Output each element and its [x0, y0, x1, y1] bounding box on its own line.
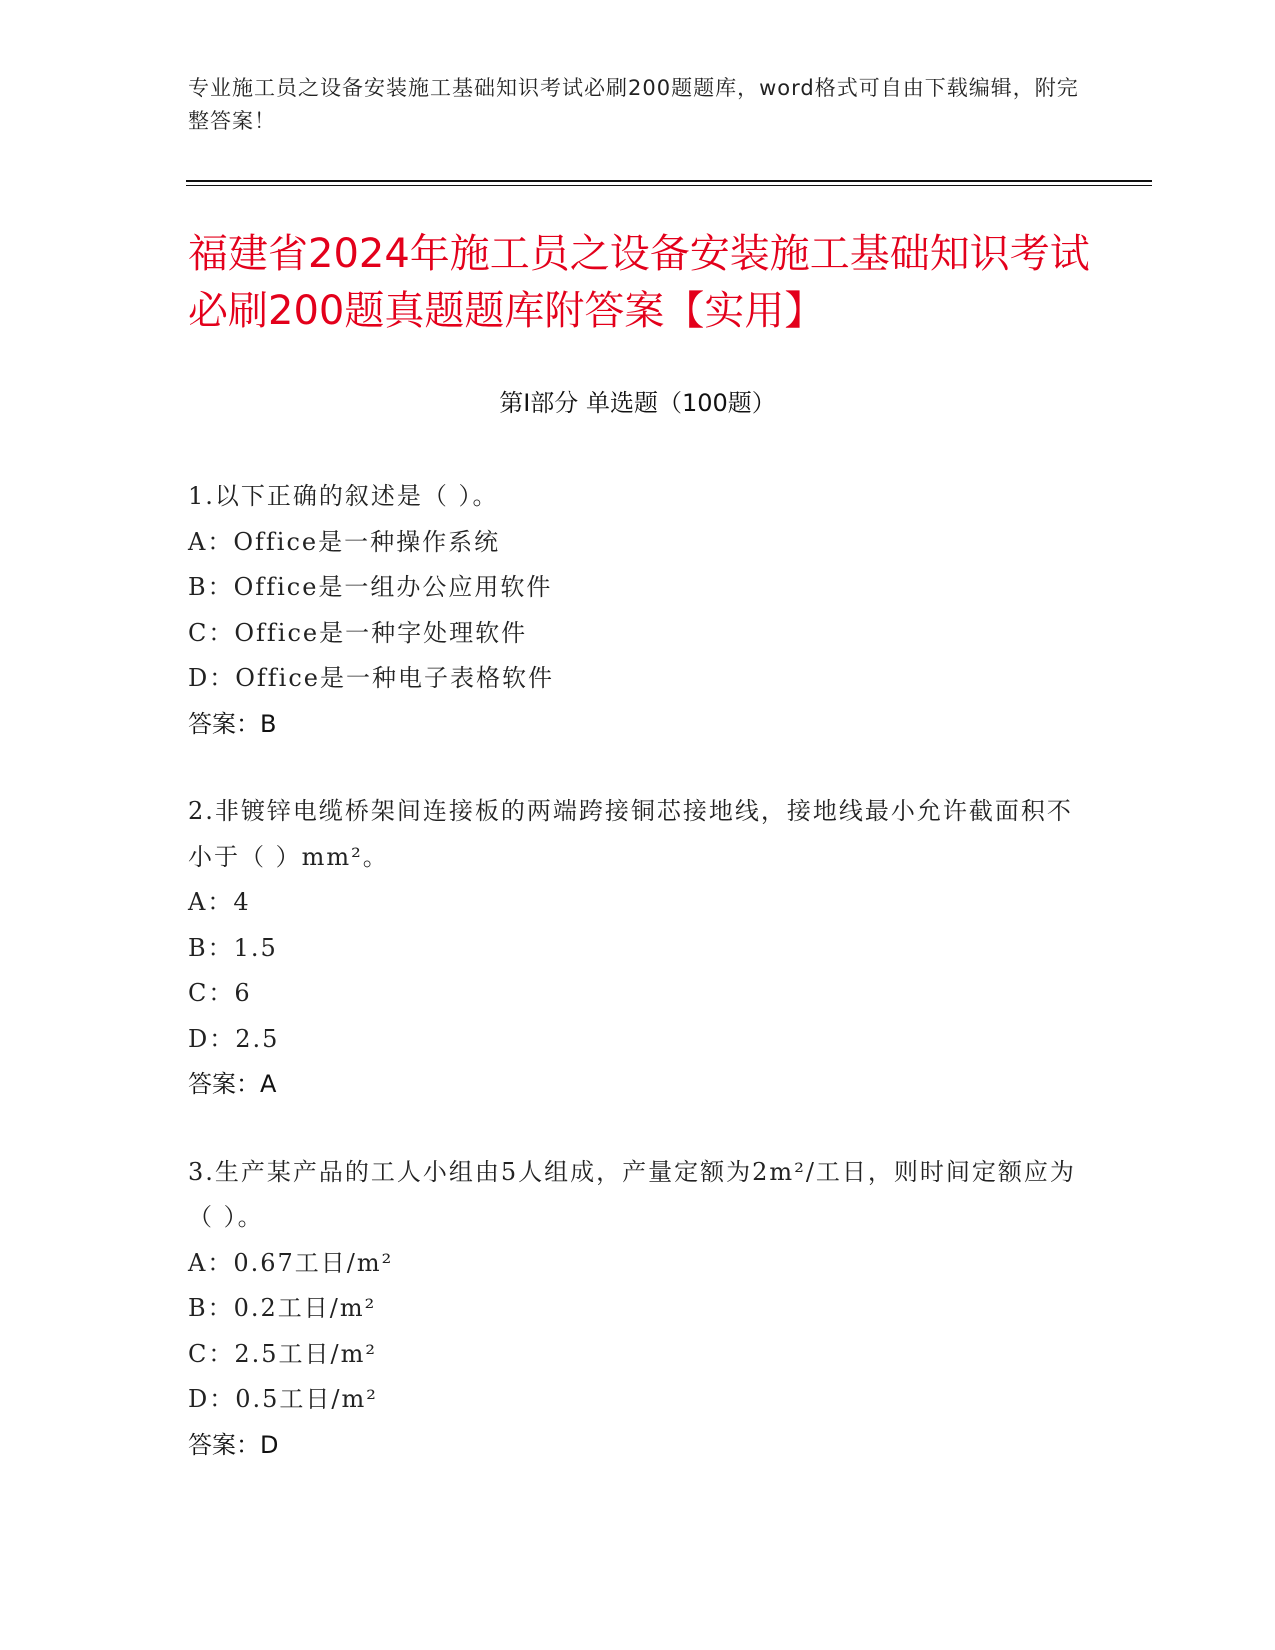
question-text: 3.生产某产品的工人小组由5人组成，产量定额为2m²/工日，则时间定额应为（ ）。	[188, 1157, 1076, 1231]
header-rule-thin	[186, 185, 1152, 186]
section-title: 第Ⅰ部分 单选题（100题）	[499, 389, 776, 417]
question-list	[188, 474, 1088, 1510]
option-b: B：Office是一组办公应用软件	[188, 573, 553, 601]
question-3	[188, 1150, 1088, 1469]
option-c: C：2.5工日/m²	[188, 1339, 377, 1368]
header-rule-thick	[186, 180, 1152, 182]
option-b: B：0.2工日/m²	[188, 1294, 377, 1322]
answer: 答案：A	[188, 1070, 277, 1098]
option-a: A：Office是一种操作系统	[188, 527, 501, 556]
header-note: 专业施工员之设备安装施工基础知识考试必刷200题题库，word格式可自由下载编辑，附完整答案！	[188, 76, 1079, 133]
option-c: C：Office是一种字处理软件	[188, 618, 528, 647]
question-text: 2.非镀锌电缆桥架间连接板的两端跨接铜芯接地线，接地线最小允许截面积不小于（ ）mm²。	[188, 797, 1073, 871]
document-title: 福建省2024年施工员之设备安装施工基础知识考试必刷200题真题题库附答案【实用】	[188, 231, 1090, 334]
option-c: C：6	[188, 979, 252, 1007]
option-d: D：Office是一种电子表格软件	[188, 664, 555, 692]
question-text: 1.以下正确的叙述是（ ）。	[188, 482, 499, 510]
question-1	[188, 474, 1088, 747]
answer: 答案：D	[188, 1430, 279, 1459]
option-a: A：0.67工日/m²	[188, 1248, 394, 1277]
option-d: D：2.5	[188, 1024, 280, 1053]
option-a: A：4	[188, 888, 251, 916]
answer: 答案：B	[188, 709, 277, 738]
option-b: B：1.5	[188, 933, 278, 962]
option-d: D：0.5工日/m²	[188, 1385, 378, 1413]
question-2	[188, 789, 1088, 1108]
